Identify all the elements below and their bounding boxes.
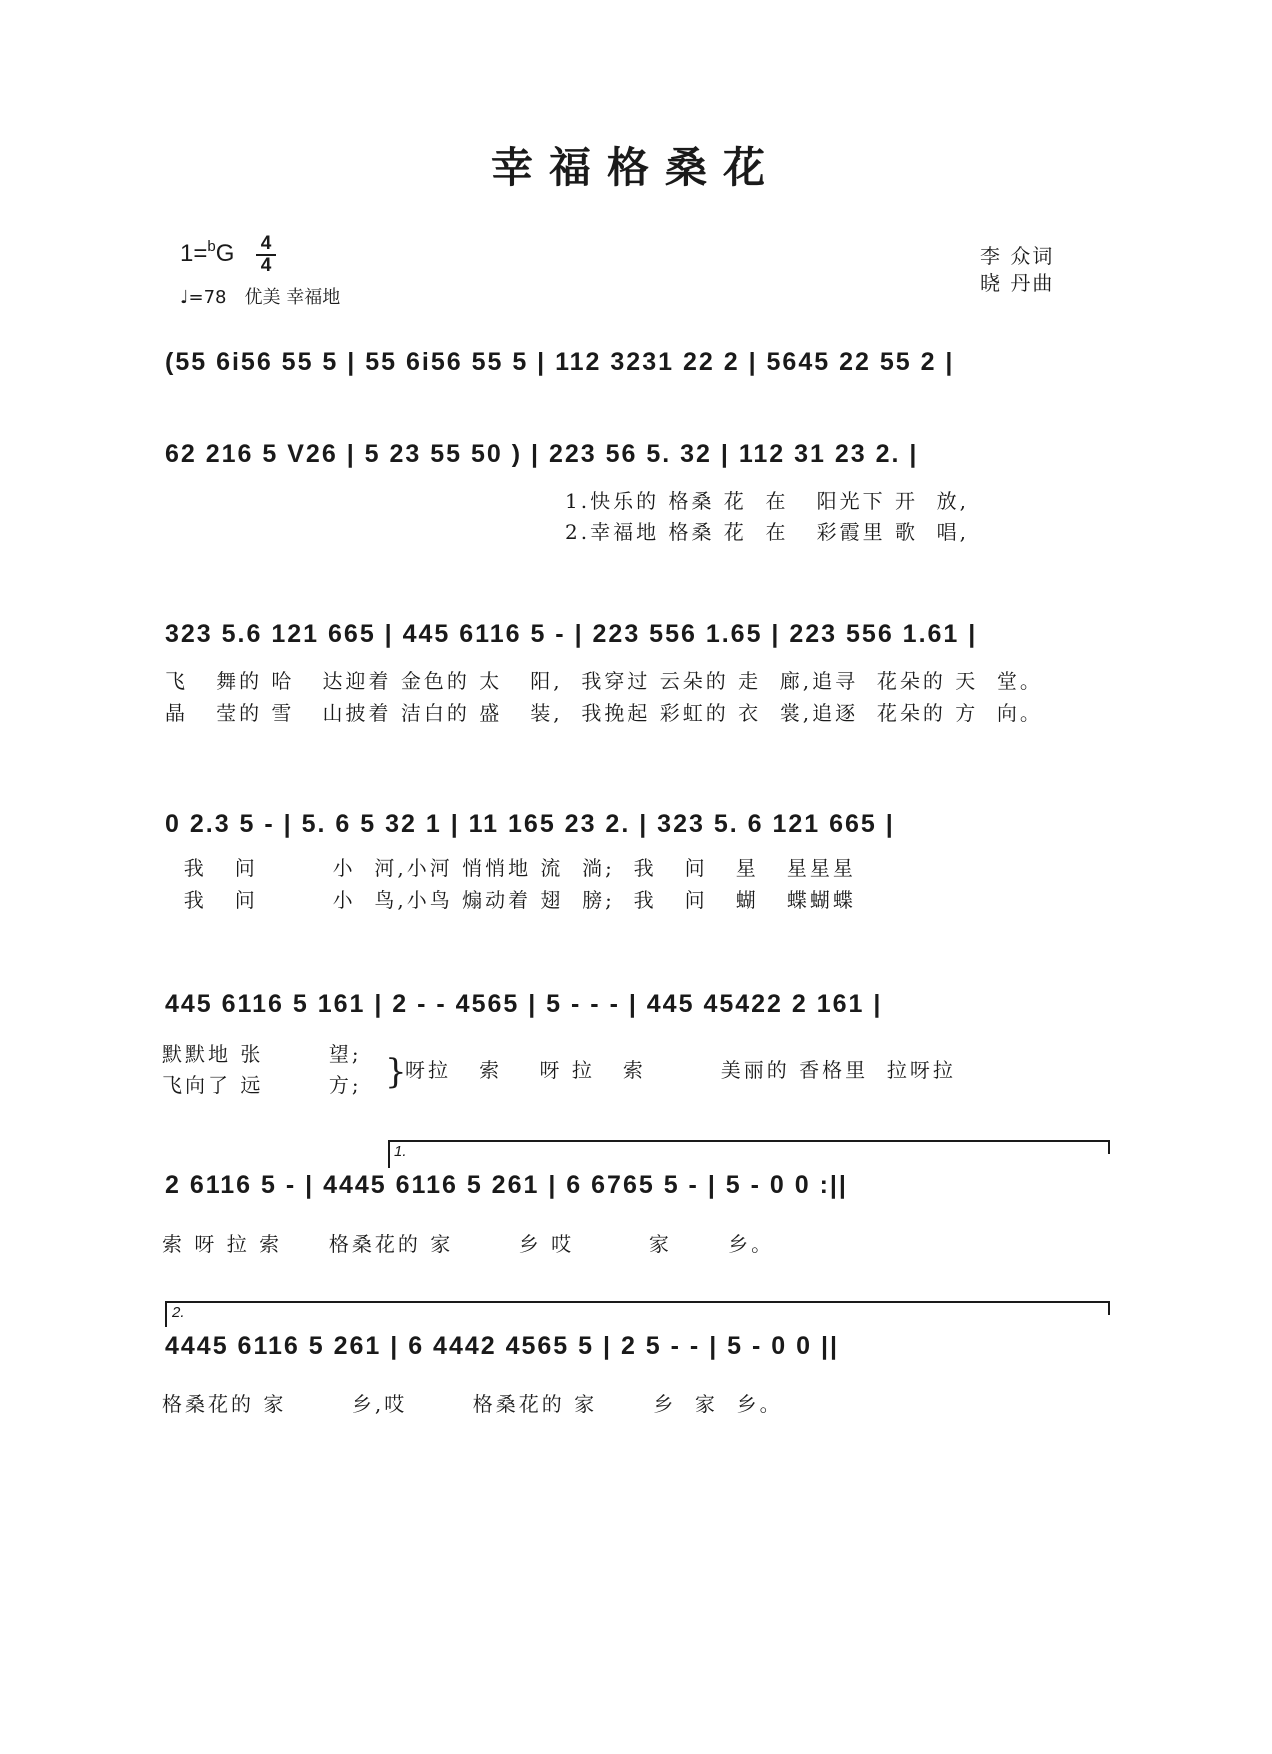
lyricist-credit: 李 众词	[980, 244, 1055, 268]
volta-1-bracket	[388, 1140, 1110, 1142]
tempo-value: ♩=78	[180, 287, 227, 308]
notation-row-5: 445 6116 5 161 | 2 - - 4565 | 5 - - - | 445 45422 2 161 |	[165, 990, 883, 1018]
lyric-verse1-line-b: 飞 舞的 哈 达迎着 金色的 太 阳, 我穿过 云朵的 走 廊,追寻 花朵的 天 堂。	[165, 669, 1043, 693]
lyric-verse2-line-b: 晶 莹的 雪 山披着 洁白的 盛 装, 我挽起 彩虹的 衣 裳,追逐 花朵的 方 向。	[165, 701, 1043, 725]
notation-row-1: (55 6i56 55 5 | 55 6i56 55 5 | 112 3231 22 2 | 5645 22 55 2 |	[165, 348, 955, 376]
volta-1-label: 1.	[394, 1143, 407, 1160]
lyric-verse1-line-a: 1.快乐的 格桑 花 在 阳光下 开 放,	[565, 489, 970, 513]
composer-credit: 晓 丹曲	[980, 271, 1055, 295]
key-prefix: 1=	[180, 240, 208, 267]
volta-1-left	[388, 1140, 390, 1168]
lyric-verse1-line-d: 默默地 张 望;	[162, 1042, 362, 1066]
key-note: G	[215, 240, 235, 267]
lyric-verse2-line-a: 2.幸福地 格桑 花 在 彩霞里 歌 唱,	[565, 520, 970, 544]
lyric-line-e: 索 呀 拉 索 格桑花的 家 乡 哎 家 乡。	[162, 1232, 775, 1256]
lyric-line-f: 格桑花的 家 乡,哎 格桑花的 家 乡 家 乡。	[162, 1392, 783, 1416]
key-signature	[180, 238, 234, 268]
song-title: 幸福格桑花	[490, 143, 781, 192]
lyric-chorus-line-d: 呀拉 索 呀 拉 索 美丽的 香格里 拉呀拉	[405, 1058, 956, 1082]
lyric-verse2-line-c: 我 问 小 鸟,小鸟 煽动着 翅 膀; 我 问 蝴 蝶蝴蝶	[165, 888, 856, 912]
notation-row-4: 0 2.3 5 - | 5. 6 5 32 1 | 11 165 23 2. | 323 5. 6 121 665 |	[165, 810, 895, 838]
volta-2-label: 2.	[172, 1304, 185, 1321]
time-signature	[256, 234, 276, 276]
lyric-verse1-line-c: 我 问 小 河,小河 悄悄地 流 淌; 我 问 星 星星星	[165, 856, 856, 880]
tempo-expression: 优美 幸福地	[244, 287, 341, 308]
tempo-marking	[180, 283, 340, 309]
volta-1-right	[1108, 1140, 1110, 1154]
flat-sign: b	[207, 238, 216, 255]
meter-top: 4	[260, 233, 272, 254]
notation-row-3: 323 5.6 121 665 | 445 6116 5 - | 223 556 1.65 | 223 556 1.61 |	[165, 620, 978, 648]
verse-brace: }	[385, 1052, 407, 1092]
notation-row-7: 4445 6116 5 261 | 6 4442 4565 5 | 2 5 - - | 5 - 0 0 ||	[165, 1332, 839, 1360]
volta-2-right	[1108, 1301, 1110, 1315]
lyric-verse2-line-d: 飞向了 远 方;	[162, 1073, 362, 1097]
meter-bottom: 4	[260, 255, 272, 276]
volta-2-bracket	[165, 1301, 1110, 1303]
notation-row-2: 62 216 5 V26 | 5 23 55 50 ) | 223 56 5. 32 | 112 31 23 2. |	[165, 440, 919, 468]
notation-row-6: 2 6116 5 - | 4445 6116 5 261 | 6 6765 5 - | 5 - 0 0 :||	[165, 1171, 848, 1199]
credits	[980, 243, 1054, 297]
volta-2-left	[165, 1301, 167, 1327]
